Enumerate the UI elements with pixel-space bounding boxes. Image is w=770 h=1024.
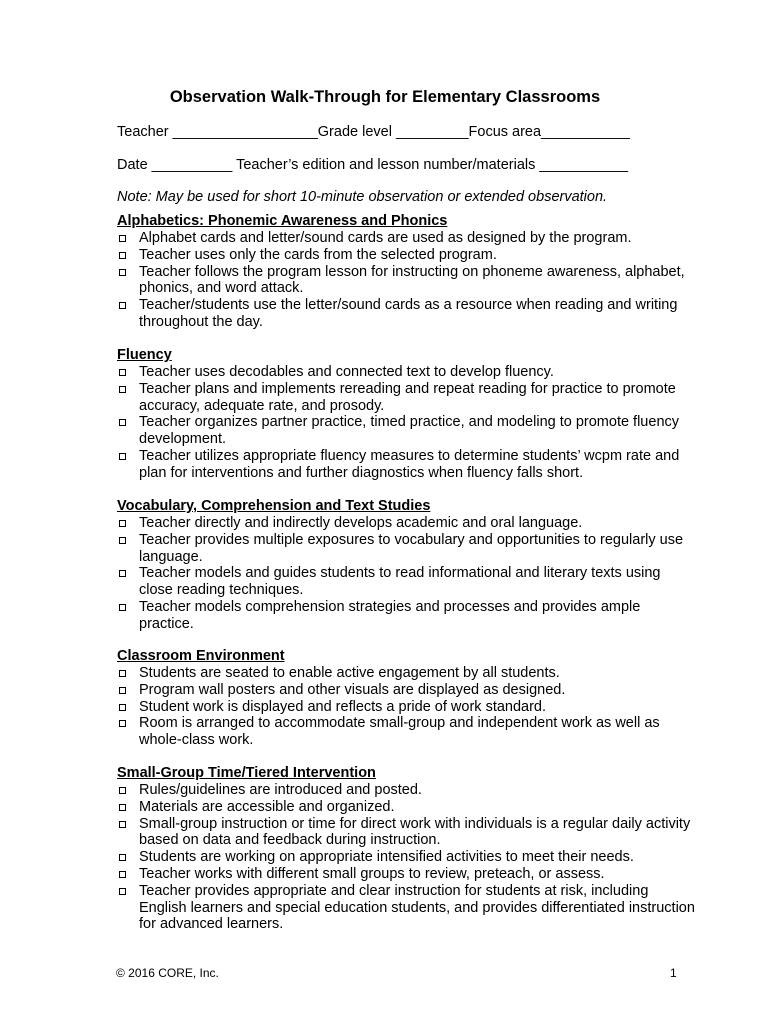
checklist-item[interactable]: Rules/guidelines are introduced and posted. <box>117 782 697 799</box>
checkbox-icon[interactable] <box>119 670 126 677</box>
checkbox-icon[interactable] <box>119 604 126 611</box>
checklist-item[interactable]: Student work is displayed and reflects a pride of work standard. <box>117 699 697 716</box>
checkbox-icon[interactable] <box>119 821 126 828</box>
usage-note: Note: May be used for short 10-minute observation or extended observation. <box>117 189 608 205</box>
section-heading: Small-Group Time/Tiered Intervention <box>117 765 376 781</box>
section-alphabetics <box>117 213 697 331</box>
section-heading: Vocabulary, Comprehension and Text Studies <box>117 498 431 514</box>
checkbox-icon[interactable] <box>119 888 126 895</box>
checklist-item[interactable]: Teacher models comprehension strategies and processes and provides ample practice. <box>117 599 697 633</box>
checkbox-icon[interactable] <box>119 453 126 460</box>
checkbox-icon[interactable] <box>119 269 126 276</box>
date-materials-fields: Date __________ Teacher’s edition and lesson number/materials ___________ <box>117 157 629 173</box>
checkbox-icon[interactable] <box>119 386 126 393</box>
section-vocabulary <box>117 498 697 633</box>
checklist-item[interactable]: Teacher/students use the letter/sound cards as a resource when reading and writing throughout the day. <box>117 297 697 331</box>
checklist-item[interactable]: Alphabet cards and letter/sound cards are used as designed by the program. <box>117 230 697 247</box>
checklist-item[interactable]: Students are working on appropriate intensified activities to meet their needs. <box>117 849 697 866</box>
checkbox-icon[interactable] <box>119 252 126 259</box>
checkbox-icon[interactable] <box>119 804 126 811</box>
section-heading: Alphabetics: Phonemic Awareness and Phonics <box>117 213 448 229</box>
section-small-group <box>117 765 697 933</box>
checklist-item[interactable]: Program wall posters and other visuals are displayed as designed. <box>117 682 697 699</box>
checklist-item[interactable]: Teacher uses only the cards from the selected program. <box>117 247 697 264</box>
checklist-item[interactable]: Teacher utilizes appropriate fluency measures to determine students’ wcpm rate and plan for interventions and further diagnostics when fluency falls short. <box>117 448 697 482</box>
section-fluency <box>117 347 697 482</box>
section-classroom-environment <box>117 648 697 749</box>
checkbox-icon[interactable] <box>119 720 126 727</box>
checklist-item[interactable]: Teacher uses decodables and connected text to develop fluency. <box>117 364 697 381</box>
checklist-item[interactable]: Room is arranged to accommodate small-group and independent work as well as whole-class work. <box>117 715 697 749</box>
checklist-item[interactable]: Students are seated to enable active engagement by all students. <box>117 665 697 682</box>
checkbox-icon[interactable] <box>119 687 126 694</box>
checklist-item[interactable]: Small-group instruction or time for direct work with individuals is a regular daily activity based on data and feedback during instruction. <box>117 816 697 850</box>
page-title: Observation Walk-Through for Elementary Classrooms <box>169 88 601 106</box>
teacher-grade-focus-fields: Teacher __________________Grade level _________Focus area___________ <box>117 124 630 140</box>
section-heading: Fluency <box>117 347 172 363</box>
checkbox-icon[interactable] <box>119 302 126 309</box>
page-number: 1 <box>670 966 677 980</box>
section-heading: Classroom Environment <box>117 648 285 664</box>
checklist-item[interactable]: Teacher provides multiple exposures to vocabulary and opportunities to regularly use language. <box>117 532 697 566</box>
copyright: © 2016 CORE, Inc. <box>116 966 219 980</box>
checkbox-icon[interactable] <box>119 419 126 426</box>
checklist-item[interactable]: Teacher organizes partner practice, timed practice, and modeling to promote fluency development. <box>117 414 697 448</box>
checklist-item[interactable]: Teacher models and guides students to read informational and literary texts using close reading techniques. <box>117 565 697 599</box>
checkbox-icon[interactable] <box>119 570 126 577</box>
checkbox-icon[interactable] <box>119 235 126 242</box>
checkbox-icon[interactable] <box>119 520 126 527</box>
checkbox-icon[interactable] <box>119 704 126 711</box>
checkbox-icon[interactable] <box>119 854 126 861</box>
checklist-item[interactable]: Teacher works with different small groups to review, preteach, or assess. <box>117 866 697 883</box>
checkbox-icon[interactable] <box>119 787 126 794</box>
checklist-item[interactable]: Materials are accessible and organized. <box>117 799 697 816</box>
checklist-item[interactable]: Teacher plans and implements rereading and repeat reading for practice to promote accuracy, adequate rate, and prosody. <box>117 381 697 415</box>
checklist-item[interactable]: Teacher provides appropriate and clear instruction for students at risk, including English learners and special education students, and provides differentiated instruction for advanced learners. <box>117 883 697 933</box>
checklist-item[interactable]: Teacher follows the program lesson for instructing on phoneme awareness, alphabet, phonics, and word attack. <box>117 264 697 298</box>
checkbox-icon[interactable] <box>119 369 126 376</box>
checkbox-icon[interactable] <box>119 871 126 878</box>
checkbox-icon[interactable] <box>119 537 126 544</box>
checklist-item[interactable]: Teacher directly and indirectly develops academic and oral language. <box>117 515 697 532</box>
